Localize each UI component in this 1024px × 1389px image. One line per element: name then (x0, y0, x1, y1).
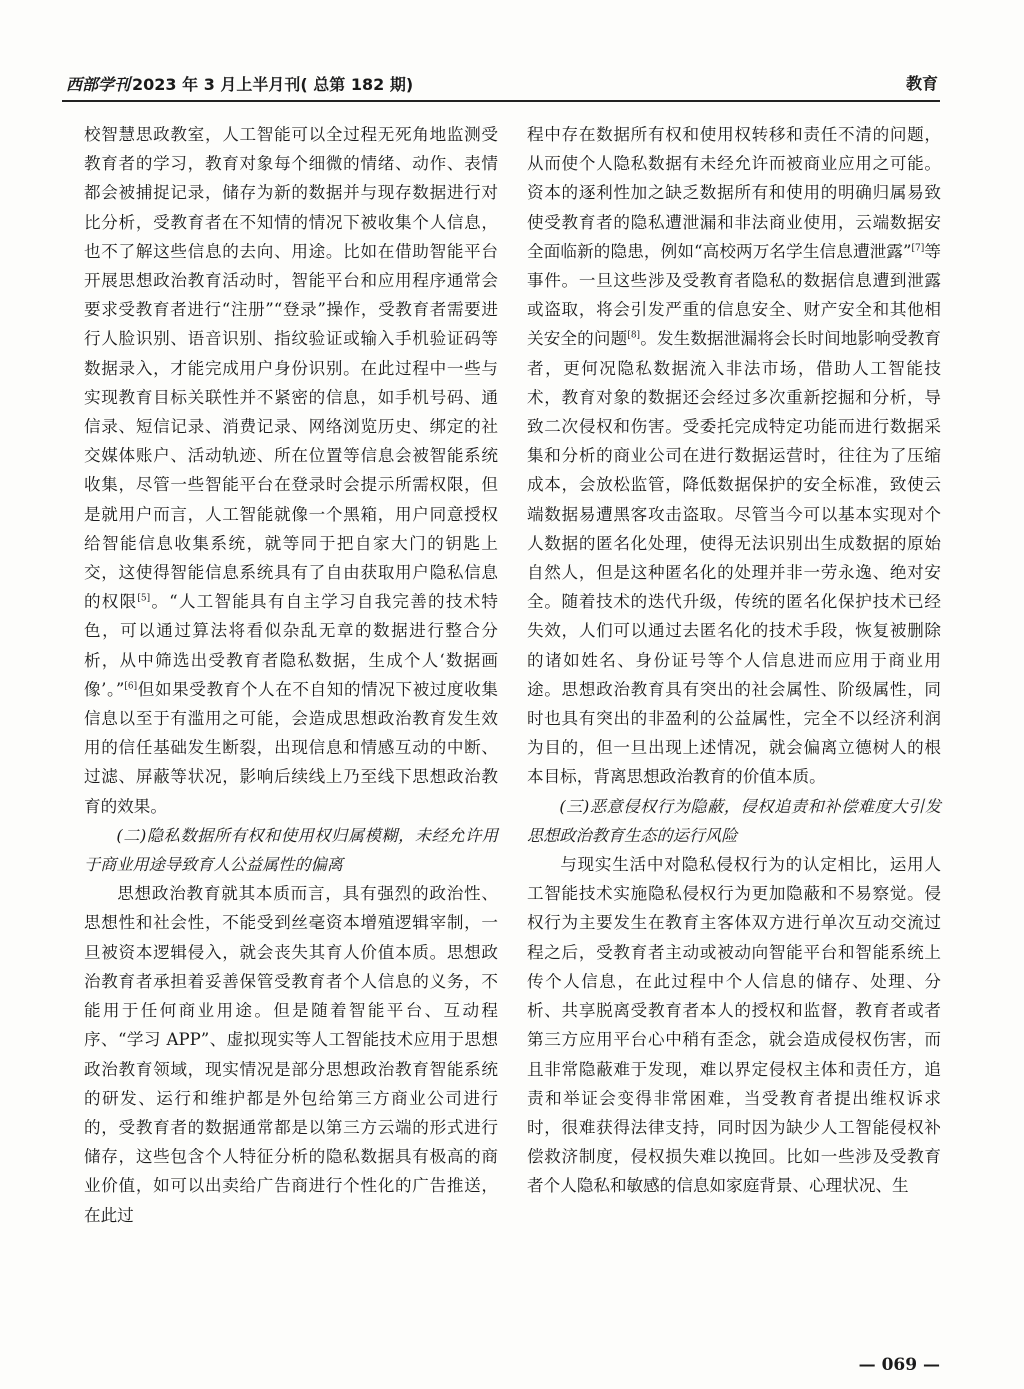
citation: [8] (627, 330, 641, 341)
running-header (62, 70, 940, 102)
citation: [6] (124, 681, 138, 692)
section-heading: (二)隐私数据所有权和使用权归属模糊，未经允许用于商业用途导致育人公益属性的偏离 (84, 825, 498, 875)
page-number: — 069 — (858, 1355, 940, 1375)
paragraph: 程中存在数据所有权和使用权转移和责任不清的问题，从而使个人隐私数据有未经允许而被商业应用之可能。资本的逐利性加之缺乏数据所有和使用的明确归属易致使受教育者的隐私遭泄漏和非法商业使用，云端数据安全面临新的隐患，例如“高校两万名学生信息遭泄露”[7]等事件。一旦这些涉及受教育者隐私的数据信息遭到泄露或盗取，将会引发严重的信息安全、财产安全和其他相关安全的问题[8]。发生数据泄漏将会长时间地影响受教育者，更何况隐私数据流入非法市场，借助人工智能技术，教育对象的数据还会经过多次重新挖掘和分析，导致二次侵权和伤害。受委托完成特定功能而进行数据采集和分析的商业公司在进行数据运营时，往往为了压缩成本，会放松监管，降低数据保护的安全标准，致使云端数据易遭黑客攻击盗取。尽管当今可以基本实现对个人数据的匿名化处理，使得无法识别出生成数据的原始自然人，但是这种匿名化的处理并非一劳永逸、绝对安全。随着技术的迭代升级，传统的匿名化保护技术已经失效，人们可以通过去匿名化的技术手段，恢复被删除的诸如姓名、身份证号等个人信息进而应用于商业用途。思想政治教育具有突出的社会属性、阶级属性，同时也具有突出的非盈利的公益属性，完全不以经济利润为目的，但一旦出现上述情况，就会偏离立德树人的根本目标，背离思想政治教育的价值本质。 (527, 125, 941, 787)
citation: [5] (137, 593, 151, 604)
paragraph: 校智慧思政教室，人工智能可以全过程无死角地监测受教育者的学习，教育对象每个细微的情绪、动作、表情都会被捕捉记录，储存为新的数据并与现存数据进行对比分析，受教育者在不知情的情况下被收集个人信息，也不了解这些信息的去向、用途。比如在借助智能平台开展思想政治教育活动时，智能平台和应用程序通常会要求受教育者进行“注册”“登录”操作，受教育者需要进行人脸识别、语音识别、指纹验证或输入手机验证码等数据录入，才能完成用户身份识别。在此过程中一些与实现教育目标关联性并不紧密的信息，如手机号码、通信录、短信记录、消费记录、网络浏览历史、绑定的社交媒体账户、活动轨迹、所在位置等信息会被智能系统收集，尽管一些智能平台在登录时会提示所需权限，但是就用户而言，人工智能就像一个黑箱，用户同意授权给智能信息收集系统，就等同于把自家大门的钥匙上交，这使得智能信息系统具有了自由获取用户隐私信息的权限[5]。“人工智能具有自主学习自我完善的技术特色，可以通过算法将看似杂乱无章的数据进行整合分析，从中筛选出受教育者隐私数据，生成个人‘数据画像’。”[6]但如果受教育个人在不自知的情况下被过度收集信息以至于有滥用之可能，会造成思想政治教育发生效用的信任基础发生断裂，出现信息和情感互动的中断、过滤、屏蔽等状况，影响后续线上乃至线下思想政治教育的效果。 (84, 125, 499, 816)
citation: [7] (911, 243, 925, 254)
journal-logo: 西部学刊 (66, 75, 131, 94)
paragraph: 与现实生活中对隐私侵权行为的认定相比，运用人工智能技术实施隐私侵权行为更加隐蔽和不易察觉。侵权行为主要发生在教育主客体双方进行单次互动交流过程之后，受教育者主动或被动向智能平台和智能系统上传个人信息，在此过程中个人信息的储存、处理、分析、共享脱离受教育者本人的授权和监督，教育者或者第三方应用平台心中稍有歪念，就会造成侵权伤害，而且非常隐蔽难于发现，难以界定侵权主体和责任方，追责和举证会变得非常困难，当受教育者提出维权诉求时，很难获得法律支持，同时因为缺少人工智能侵权补偿救济制度，侵权损失难以挽回。比如一些涉及受教育者个人隐私和敏感的信息如家庭背景、心理状况、生 (527, 855, 941, 1196)
journal-title (66, 72, 413, 95)
left-column (84, 120, 498, 1230)
section-heading: (三)恶意侵权行为隐蔽，侵权追责和补偿难度大引发思想政治教育生态的运行风险 (527, 796, 941, 845)
section-name: 教育 (905, 74, 938, 93)
right-column (527, 120, 941, 1201)
issue-info: 2023 年 3 月上半月刊( 总第 182 期) (132, 75, 414, 94)
paragraph: 思想政治教育就其本质而言，具有强烈的政治性、思想性和社会性，不能受到丝毫资本增殖逻辑宰制，一旦被资本逻辑侵入，就会丧失其育人价值本质。思想政治教育者承担着妥善保管受教育者个人信息的义务，不能用于任何商业用途。但是随着智能平台、互动程序、“学习 APP”、虚拟现实等人工智能技术应用于思想政治教育领域，现实情况是部分思想政治教育智能系统的研发、运行和维护都是外包给第三方商业公司进行的，受教育者的数据通常都是以第三方云端的形式进行储存，这些包含个人特征分析的隐私数据具有极高的商业价值，如可以出卖给广告商进行个性化的广告推送，在此过 (84, 884, 498, 1225)
